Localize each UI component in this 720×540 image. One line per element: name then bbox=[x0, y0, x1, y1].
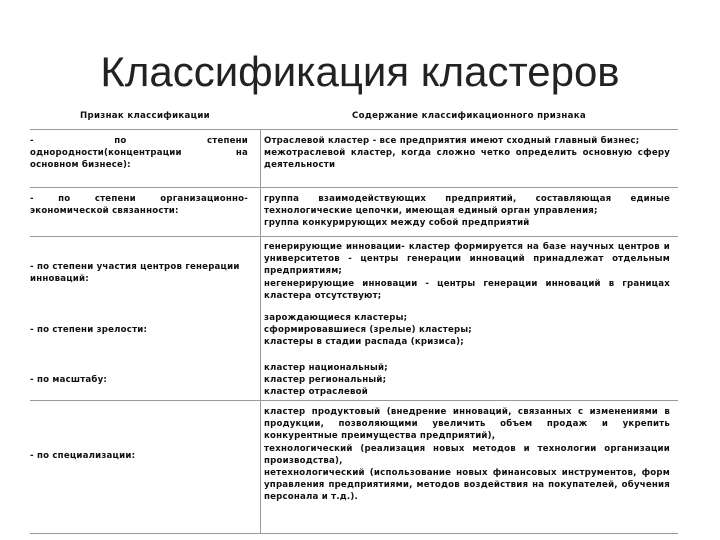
slide-title: Классификация кластеров bbox=[100, 48, 620, 95]
row-criterion: - по специализации: bbox=[30, 451, 136, 461]
row-divider bbox=[30, 187, 678, 188]
row-content: кластер национальный; кластер региональный; кластер отраслевой bbox=[264, 363, 388, 398]
header-criterion: Признак классификации bbox=[80, 111, 210, 121]
classification-table bbox=[30, 104, 678, 503]
row-content: кластер продуктовый (внедрение инноваций, связанных с изменениями в продукции, позволяющими увеличить объем продаж и укрепить конкурентные преимущества предприятий), технологический (реализация новых методов и технологии организации производства), нетехнологический (использование новых финансовых инструментов, форм управления предприятиями, методов воздействия на покупателей, обучения персонала и т.д.). bbox=[264, 407, 670, 503]
row-content: зарождающиеся кластеры; сформировавшиеся (зрелые) кластеры; кластеры в стадии распада (кризиса); bbox=[264, 313, 472, 348]
row-content: Отраслевой кластер - все предприятия имеют сходный главный бизнес; межотраслевой кластер, когда сложно четко определить основную сферу деятельности bbox=[264, 136, 670, 171]
row-criterion: - по масштабу: bbox=[30, 375, 108, 385]
row-criterion: - по степени зрелости: bbox=[30, 325, 148, 335]
row-divider bbox=[30, 129, 678, 130]
row-content: генерирующие инновации- кластер формируется на базе научных центров и университетов - центры генерации инноваций принадлежат отдельным предприятиям; негенерирующие инновации - центры генерации инноваций в границах кластера отсутствуют; bbox=[264, 242, 670, 301]
column-divider bbox=[260, 129, 261, 533]
row-criterion: - по степени участия центров генерации инноваций: bbox=[30, 262, 240, 285]
table-header bbox=[30, 104, 678, 128]
row-divider bbox=[30, 400, 678, 401]
row-content: группа взаимодействующих предприятий, составляющая единые технологические цепочки, имеющая единый орган управления; группа конкурирующих между собой предприятий bbox=[264, 194, 670, 229]
row-criterion: - по степени однородности(концентрации на основном бизнесе): bbox=[30, 136, 248, 171]
header-content: Содержание классификационного признака bbox=[352, 111, 586, 121]
row-criterion: - по степени организационно-экономической связанности: bbox=[30, 194, 248, 217]
row-divider bbox=[30, 533, 678, 534]
row-divider bbox=[30, 236, 678, 237]
